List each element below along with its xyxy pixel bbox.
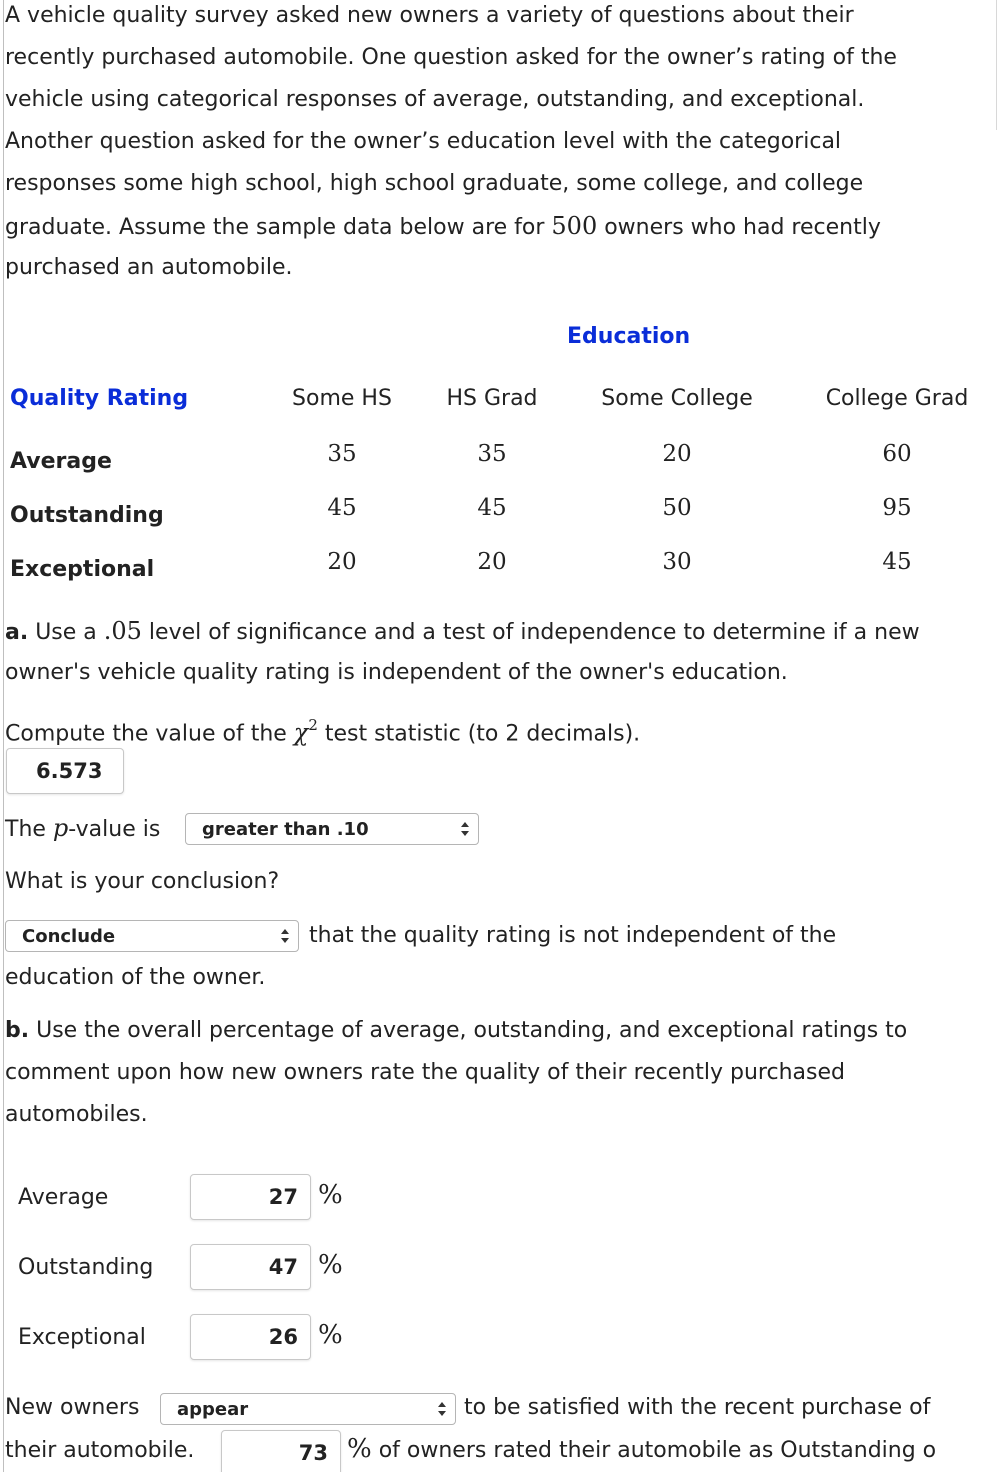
part-b-line: automobiles.: [5, 1102, 148, 1127]
table-cell: 35: [477, 441, 507, 467]
pvalue-prompt: [5, 813, 160, 845]
part-a-line: [5, 616, 920, 648]
table-cell: 20: [477, 549, 507, 575]
part-b-line: comment upon how new owners rate the quality of their recently purchased: [5, 1060, 845, 1085]
satisfaction-select-value: appear: [177, 1398, 249, 1420]
column-header: Some College: [601, 386, 753, 411]
quality-rating-header: Quality Rating: [10, 386, 189, 411]
average-percent-input[interactable]: 27: [190, 1174, 311, 1220]
part-b-letter: b.: [5, 1018, 30, 1043]
final-text-tail: of owners rated their automobile as Outstanding o: [371, 1438, 937, 1463]
table-cell: 95: [882, 495, 912, 521]
table-cell: 45: [327, 495, 357, 521]
conclusion-question: What is your conclusion?: [5, 869, 280, 894]
intro-line: recently purchased automobile. One question asked for the owner’s rating of the: [5, 45, 897, 70]
table-cell: 20: [662, 441, 692, 467]
intro-line: [5, 211, 881, 243]
table-cell: 20: [327, 549, 357, 575]
percent-sign: %: [318, 1320, 343, 1350]
outstanding-percent-input[interactable]: 47: [190, 1244, 311, 1290]
table-cell: 45: [882, 549, 912, 575]
percent-sign: %: [347, 1434, 372, 1464]
pvalue-select-value: greater than .10: [202, 818, 369, 840]
final-text: their automobile.: [5, 1438, 195, 1463]
intro-text: owners who had recently: [597, 215, 881, 240]
compute-text: Compute the value of the: [5, 721, 294, 747]
percent-sign: %: [318, 1180, 343, 1210]
row-label: Average: [10, 449, 112, 474]
column-header: Some HS: [292, 386, 392, 411]
satisfaction-select[interactable]: [160, 1393, 456, 1425]
pvalue-select[interactable]: [185, 813, 479, 845]
new-owners-text: to be satisfied with the recent purchase of: [464, 1395, 931, 1420]
left-border: [3, 0, 4, 1472]
rating-label: Outstanding: [18, 1255, 154, 1280]
intro-line: Another question asked for the owner’s education level with the categorical: [5, 129, 842, 154]
education-group-header: Education: [567, 324, 691, 349]
column-header: HS Grad: [446, 386, 538, 411]
compute-text: test statistic (to 2 decimals).: [317, 721, 641, 747]
pvalue-text: -value is: [68, 817, 161, 842]
conclusion-text: education of the owner.: [5, 965, 266, 990]
select-arrows-icon: [280, 929, 290, 943]
new-owners-text: New owners: [5, 1395, 140, 1420]
select-arrows-icon: [437, 1402, 447, 1416]
part-a-line: owner's vehicle quality rating is independent of the owner's education.: [5, 660, 788, 685]
part-a-text: Use a: [28, 620, 104, 645]
part-a-letter: a.: [5, 620, 29, 645]
right-border: [996, 0, 997, 130]
table-cell: 60: [882, 441, 912, 467]
intro-line: vehicle using categorical responses of average, outstanding, and exceptional.: [5, 87, 865, 112]
rating-label: Exceptional: [18, 1325, 146, 1350]
intro-text: graduate. Assume the sample data below are for: [5, 215, 552, 240]
intro-line: A vehicle quality survey asked new owners a variety of questions about their: [5, 3, 854, 28]
conclusion-select[interactable]: [5, 920, 299, 952]
table-cell: 35: [327, 441, 357, 467]
chi-square-input[interactable]: 6.573: [6, 748, 124, 794]
percent-sign: %: [318, 1250, 343, 1280]
row-label: Exceptional: [10, 557, 155, 582]
p-symbol: p: [52, 814, 69, 842]
intro-line: purchased an automobile.: [5, 255, 293, 280]
intro-line: responses some high school, high school graduate, some college, and college: [5, 171, 864, 196]
part-b-line: [5, 1016, 907, 1046]
rating-label: Average: [18, 1185, 109, 1210]
column-header: College Grad: [825, 386, 969, 411]
sample-size: 500: [551, 212, 598, 240]
compute-prompt: [5, 712, 640, 749]
final-text: [347, 1432, 936, 1468]
significance-level: .05: [103, 617, 142, 645]
exceptional-percent-input[interactable]: 26: [190, 1314, 311, 1360]
select-arrows-icon: [460, 822, 470, 836]
pvalue-text: The: [5, 817, 53, 842]
conclusion-select-value: Conclude: [22, 925, 116, 947]
conclusion-text: that the quality rating is not independent of the: [309, 923, 837, 948]
chi-exponent: 2: [308, 716, 318, 734]
combined-percent-input[interactable]: 73: [221, 1430, 341, 1472]
part-a-text: level of significance and a test of independence to determine if a new: [141, 620, 920, 645]
table-cell: 45: [477, 495, 507, 521]
chi-symbol: χ: [293, 718, 309, 747]
table-cell: 50: [662, 495, 692, 521]
table-cell: 30: [662, 549, 692, 575]
row-label: Outstanding: [10, 503, 164, 528]
part-b-text: Use the overall percentage of average, outstanding, and exceptional ratings to: [29, 1018, 908, 1043]
